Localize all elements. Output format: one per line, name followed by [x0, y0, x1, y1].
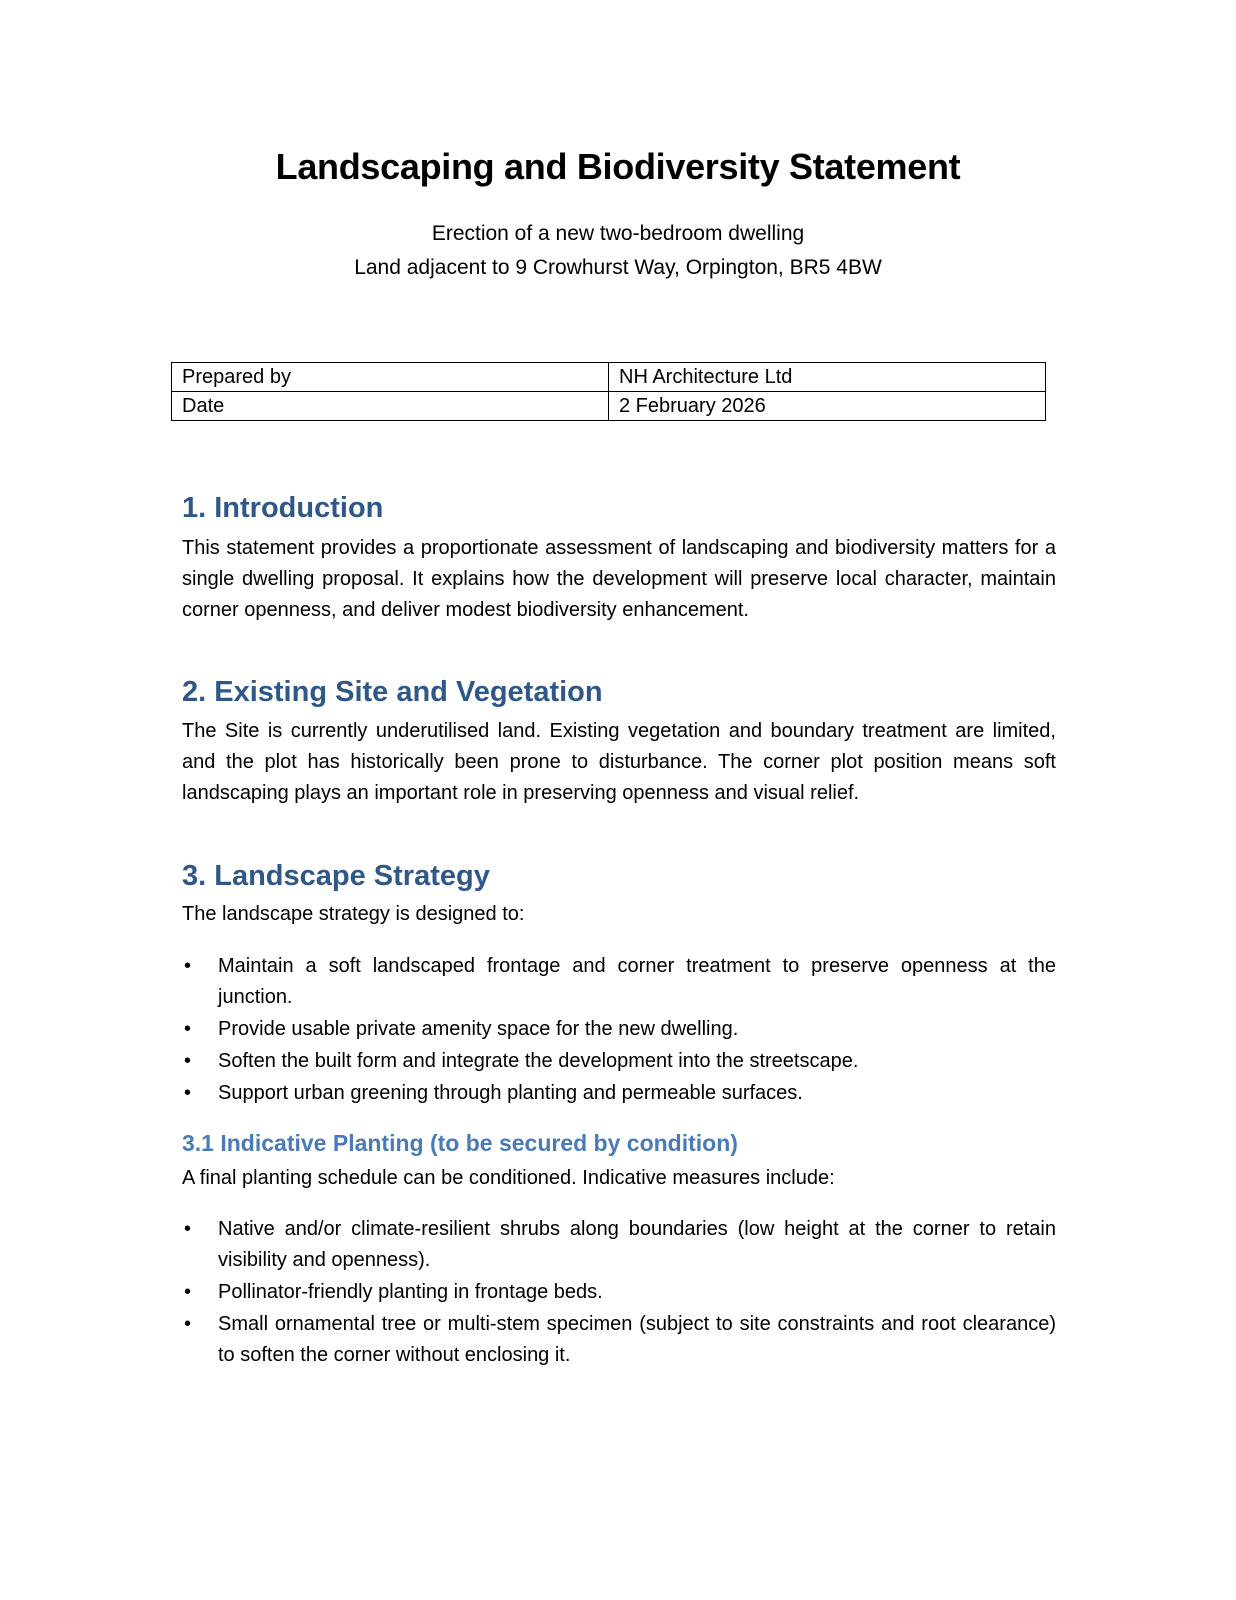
bullet-icon: • [184, 1082, 192, 1104]
prepared-by-label: Prepared by [172, 363, 609, 392]
bullet-icon: • [184, 1018, 192, 1040]
subtitle-proposal: Erection of a new two-bedroom dwelling [431, 222, 805, 245]
bullet-icon: • [184, 1050, 192, 1072]
document-title: Landscaping and Biodiversity Statement [275, 146, 961, 187]
planting-bullet-list [182, 1214, 1056, 1372]
metadata-table [171, 362, 1046, 421]
list-item: • Small ornamental tree or multi-stem specimen (subject to site constraints and root clearance) to soften the corner without enclosing it. [182, 1309, 1056, 1371]
list-item: • Provide usable private amenity space for the new dwelling. [182, 1014, 1056, 1045]
bullet-icon: • [184, 1281, 192, 1303]
subtitle-address: Land adjacent to 9 Crowhurst Way, Orpington, BR5 4BW [354, 256, 882, 279]
heading-existing-site: 2. Existing Site and Vegetation [182, 676, 603, 708]
heading-introduction: 1. Introduction [182, 492, 384, 524]
prepared-by-value: NH Architecture Ltd [609, 363, 1046, 392]
strategy-bullet-list [182, 951, 1056, 1110]
list-item: • Soften the built form and integrate the development into the streetscape. [182, 1046, 1056, 1077]
list-item: • Maintain a soft landscaped frontage and corner treatment to preserve openness at the junction. [182, 951, 1056, 1013]
bullet-icon: • [184, 1313, 192, 1335]
bullet-icon: • [184, 1218, 192, 1240]
list-item: • Support urban greening through planting and permeable surfaces. [182, 1078, 1056, 1109]
table-row [172, 392, 1046, 421]
date-value: 2 February 2026 [609, 392, 1046, 421]
list-item: • Native and/or climate-resilient shrubs along boundaries (low height at the corner to retain visibility and openness). [182, 1214, 1056, 1276]
date-label: Date [172, 392, 609, 421]
introduction-body: This statement provides a proportionate assessment of landscaping and biodiversity matters for a single dwelling proposal. It explains how the development will preserve local character, maintain corner openness, and deliver modest biodiversity enhancement. [182, 537, 1056, 621]
table-row [172, 363, 1046, 392]
existing-site-body: The Site is currently underutilised land. Existing vegetation and boundary treatment are limited, and the plot has historically been prone to disturbance. The corner plot position means soft landscaping plays an important role in preserving openness and visual relief. [182, 720, 1056, 804]
indicative-planting-intro: A final planting schedule can be conditioned. Indicative measures include: [182, 1167, 835, 1189]
list-item: • Pollinator-friendly planting in frontage beds. [182, 1277, 1056, 1308]
landscape-strategy-intro: The landscape strategy is designed to: [182, 903, 525, 925]
heading-indicative-planting: 3.1 Indicative Planting (to be secured by condition) [182, 1130, 738, 1156]
bullet-icon: • [184, 955, 192, 977]
heading-landscape-strategy: 3. Landscape Strategy [182, 860, 490, 892]
